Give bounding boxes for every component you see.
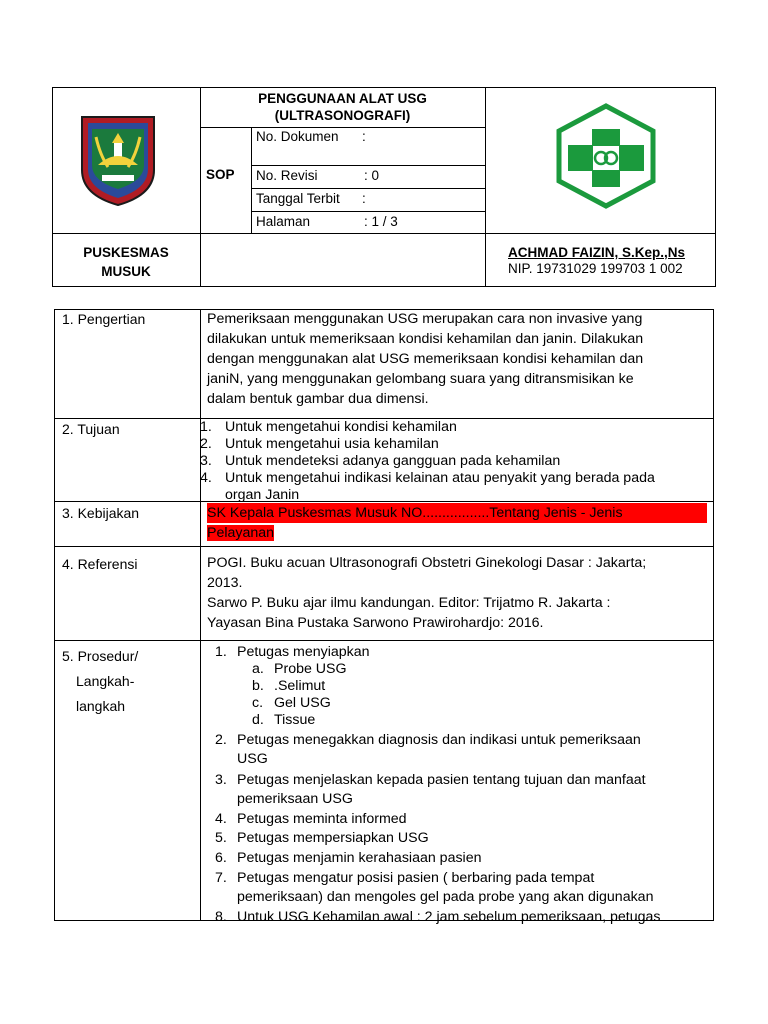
item-text-line-1: Petugas mengatur posisi pasien ( berbaring pada tempat [237, 870, 595, 886]
item-number: 1. [200, 419, 212, 435]
kebijakan-line-1 [207, 503, 707, 523]
item-number: 1. [215, 644, 227, 660]
item-number: 7. [215, 870, 227, 886]
title-line-1: PENGGUNAAN ALAT USG [258, 91, 427, 106]
referensi-text [207, 553, 707, 633]
prosedur-label [62, 644, 138, 719]
item-text-line-2: pemeriksaan USG [237, 791, 353, 807]
list-item [215, 849, 707, 868]
doc-no-value: : [362, 129, 366, 144]
tujuan-list [200, 419, 710, 504]
doc-no-label: No. Dokumen [256, 129, 339, 144]
page-label: Halaman [256, 214, 311, 229]
sub-list-item [215, 678, 707, 695]
list-item [215, 731, 707, 769]
sop-label: SOP [206, 167, 235, 182]
pengertian-line: janiN, yang menggunakan gelombang suara yang ditransmisikan ke [207, 371, 634, 387]
list-item [215, 644, 707, 661]
item-number: a. [252, 661, 264, 677]
prosedur-label-line-1: 5. Prosedur/ [62, 648, 139, 664]
item-number: 4. [200, 470, 212, 486]
document-title [200, 90, 485, 124]
title-line-2: (ULTRASONOGRAFI) [274, 108, 411, 123]
issue-date-value: : [362, 191, 366, 206]
issue-date-label: Tanggal Terbit [256, 191, 340, 206]
puskesmas-logo-icon [554, 103, 658, 209]
item-text: Untuk USG Kehamilan awal : 2 jam sebelum pemeriksaan, petugas [237, 909, 661, 925]
list-item [200, 436, 710, 453]
tujuan-label: 2. Tujuan [62, 421, 120, 437]
referensi-line: POGI. Buku acuan Ultrasonografi Obstetri Ginekologi Dasar : Jakarta; [207, 555, 647, 571]
list-item [200, 419, 710, 436]
referensi-line: 2013. [207, 575, 243, 591]
list-item [215, 771, 707, 809]
item-text-line-2: USG [237, 751, 268, 767]
item-text: Petugas meminta informed [237, 811, 407, 827]
item-text-line-1: Petugas menjelaskan kepada pasien tentang tujuan dan manfaat [237, 772, 646, 788]
item-text: Petugas mempersiapkan USG [237, 830, 429, 846]
kebijakan-line-2-text: Pelayanan [207, 525, 275, 541]
item-text-line-1: Petugas menegakkan diagnosis dan indikasi untuk pemeriksaan [237, 732, 641, 748]
item-text: Untuk mengetahui kondisi kehamilan [225, 419, 457, 435]
sub-list-item [215, 695, 707, 712]
pengertian-line: dilakukan untuk memeriksaan kondisi kehamilan dan janin. Dilakukan [207, 331, 644, 347]
list-item [215, 810, 707, 829]
signer-nip: NIP. 19731029 199703 1 002 [508, 261, 683, 276]
referensi-line: Yayasan Bina Pustaka Sarwono Prawirohardjo: 2016. [207, 615, 544, 631]
signer-name: ACHMAD FAIZIN, S.Kep.,Ns [508, 245, 686, 260]
item-number: 3. [215, 772, 227, 788]
prosedur-label-line-2: Langkah- [76, 673, 135, 689]
sub-list-item [215, 661, 707, 678]
item-text: Probe USG [274, 661, 347, 677]
prosedur-steps [215, 644, 707, 927]
list-item [215, 908, 707, 927]
list-item [215, 829, 707, 848]
kebijakan-label: 3. Kebijakan [62, 505, 140, 521]
item-number: c. [252, 695, 264, 711]
pengertian-line: dengan menggunakan alat USG memeriksaan kondisi kehamilan dan [207, 351, 644, 367]
sub-list [215, 661, 707, 729]
regional-emblem-icon [80, 115, 156, 207]
list-item-continuation: organ Janin [225, 487, 300, 503]
item-number: 3. [200, 453, 212, 469]
organization-name [52, 243, 200, 281]
list-item [215, 869, 707, 907]
item-number: d. [252, 712, 264, 728]
item-text: Untuk mengetahui indikasi kelainan atau penyakit yang berada pada [225, 470, 655, 486]
item-number: b. [252, 678, 264, 694]
pengertian-line: dalam bentuk gambar dua dimensi. [207, 391, 429, 407]
list-item [200, 453, 710, 470]
revision-label: No. Revisi [256, 168, 318, 183]
item-number: 4. [215, 811, 227, 827]
item-text: Gel USG [274, 695, 331, 711]
item-number: 8. [215, 909, 227, 925]
revision-value: : 0 [364, 168, 380, 183]
pengertian-text [207, 309, 707, 409]
page-value: : 1 / 3 [364, 214, 398, 229]
item-text: Tissue [274, 712, 316, 728]
org-line-2: MUSUK [101, 264, 151, 279]
item-text: Petugas menyiapkan [237, 644, 370, 660]
item-text: Untuk mengetahui usia kehamilan [225, 436, 439, 452]
pengertian-line: Pemeriksaan menggunakan USG merupakan cara non invasive yang [207, 311, 643, 327]
kebijakan-text [207, 503, 707, 543]
item-text-line-2: pemeriksaan) dan mengoles gel pada probe yang akan digunakan [237, 889, 654, 905]
kebijakan-line-2 [207, 523, 707, 543]
kebijakan-line-1-text: SK Kepala Puskesmas Musuk NO.................Tentang Jenis - Jenis [207, 505, 623, 521]
item-number: 6. [215, 850, 227, 866]
list-item [200, 470, 710, 487]
referensi-label: 4. Referensi [62, 556, 138, 572]
referensi-line: Sarwo P. Buku ajar ilmu kandungan. Editor: Trijatmo R. Jakarta : [207, 595, 611, 611]
item-number: 5. [215, 830, 227, 846]
pengertian-label: 1. Pengertian [62, 311, 146, 327]
item-text: Untuk mendeteksi adanya gangguan pada kehamilan [225, 453, 561, 469]
item-number: 2. [215, 732, 227, 748]
item-text: Petugas menjamin kerahasiaan pasien [237, 850, 482, 866]
org-line-1: PUSKESMAS [83, 245, 169, 260]
item-number: 2. [200, 436, 212, 452]
prosedur-label-line-3: langkah [76, 698, 126, 714]
item-text: .Selimut [274, 678, 326, 694]
sub-list-item [215, 712, 707, 729]
